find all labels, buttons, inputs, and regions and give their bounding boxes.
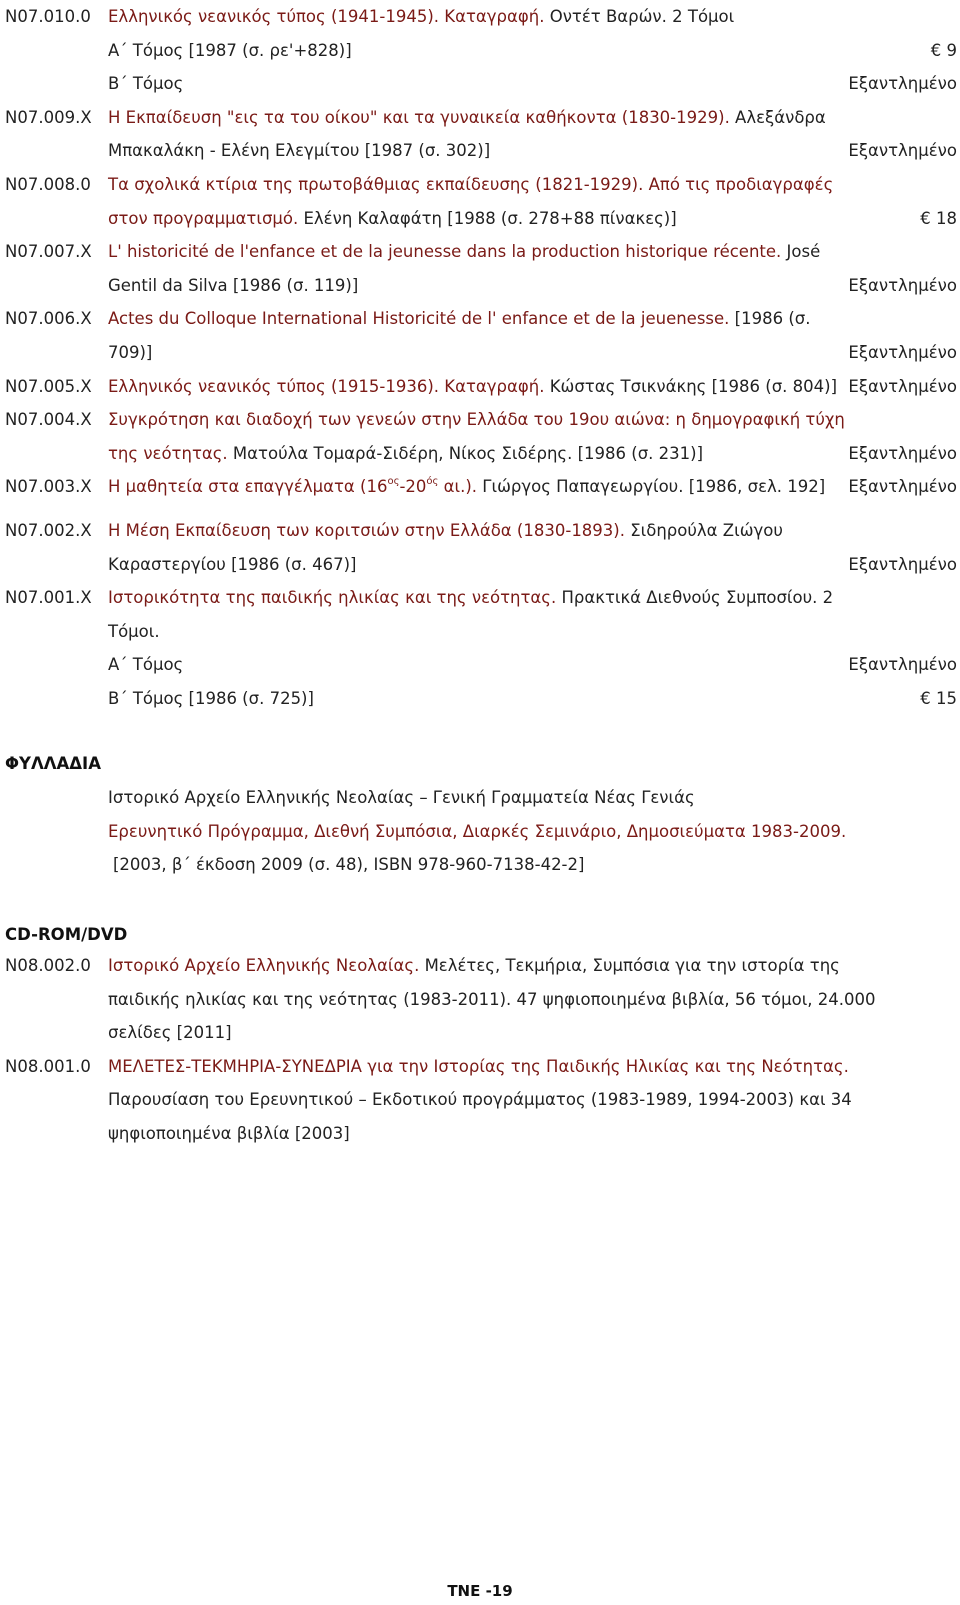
entry-text — [108, 202, 677, 236]
entry-details: Οντέτ Βαρών. 2 Τόμοι — [544, 7, 735, 26]
fylladia-line-2 — [108, 815, 958, 849]
entry-text — [108, 514, 783, 548]
entry-text — [108, 949, 840, 983]
entry-availability: Εξαντλημένο — [848, 554, 957, 574]
entry-text — [108, 548, 357, 582]
entry-text — [108, 235, 820, 269]
entry-availability: € 15 — [920, 689, 957, 708]
entry-code: N07.010.0 — [5, 7, 91, 26]
entry-text — [108, 1117, 350, 1151]
entry-text — [108, 437, 703, 471]
entry-details: Β΄ Τόμος — [108, 74, 184, 94]
catalog-entry-continuation-line — [5, 548, 957, 582]
catalog-entry-continuation-line — [5, 269, 957, 303]
entry-code: N07.006.Χ — [5, 309, 92, 329]
entry-text — [108, 403, 845, 437]
entry-author: Γιώργος Παπαγεωργίου. [1986, σελ. 192] — [477, 477, 826, 497]
entry-details: 709)] — [108, 343, 153, 362]
entry-text — [108, 682, 314, 716]
fylladia-title: Ερευνητικό Πρόγραμμα, Διεθνή Συμπόσια, Διαρκές Σεμινάριο, Δημοσιεύματα 1983-2009. — [108, 822, 847, 841]
catalog-entry-continuation-line — [5, 34, 957, 68]
entry-details: Ματούλα Τομαρά-Σιδέρη, Νίκος Σιδέρης. [1986 (σ. 231)] — [227, 443, 704, 463]
catalog-entry-first-line — [5, 949, 957, 983]
entry-details: Αλεξάνδρα — [729, 107, 826, 127]
entry-title: ΜΕΛΕΤΕΣ-ΤΕΚΜΗΡΙΑ-ΣΥΝΕΔΡΙΑ για την Ιστορίας της Παιδικής Ηλικίας και της Νεότητας. — [108, 1056, 849, 1076]
ordinal-suffix-2: ός — [426, 475, 439, 487]
entry-text — [108, 34, 352, 68]
entry-text — [108, 269, 358, 303]
catalog-entry-continuation-line — [5, 648, 957, 682]
entry-availability: Εξαντλημένο — [848, 376, 957, 396]
catalog-entry-first-line — [5, 370, 957, 404]
entry-details: Καραστεργίου [1986 (σ. 467)] — [108, 554, 357, 574]
entry-text — [108, 615, 160, 649]
catalog-entry-continuation-line — [5, 1016, 957, 1050]
entry-details: Β΄ Τόμος [1986 (σ. 725)] — [108, 689, 314, 708]
entry-title: Τα σχολικά κτίρια της πρωτοβάθμιας εκπαίδευσης (1821-1929). Από τις προδιαγραφές — [108, 175, 834, 194]
catalog-entry-continuation-line — [5, 336, 957, 370]
entry-availability: Εξαντλημένο — [848, 477, 957, 497]
entry-text — [108, 648, 183, 682]
entry-availability: Εξαντλημένο — [848, 74, 957, 94]
entry-title-end: αι.). — [438, 477, 478, 497]
catalog-entry-first-line — [5, 101, 957, 135]
entry-code: N08.001.0 — [5, 1056, 91, 1076]
entry-text — [108, 1083, 852, 1117]
entry-details: Μπακαλάκη - Ελένη Ελεγμίτου [1987 (σ. 302)] — [108, 141, 491, 161]
catalog-entry-n07-003 — [5, 470, 957, 504]
entry-code: N08.002.0 — [5, 956, 91, 975]
catalog-entry-first-line — [5, 514, 957, 548]
entry-details: Τόμοι. — [108, 621, 160, 641]
entry-text — [108, 0, 734, 34]
entry-code: N07.009.Χ — [5, 107, 92, 127]
entry-code: N07.008.0 — [5, 175, 91, 194]
catalog-entry-continuation-line — [5, 134, 957, 168]
entry-text — [108, 302, 810, 336]
entry-availability: € 18 — [920, 208, 957, 228]
entry-details: Πρακτικά Διεθνούς Συμποσίου. 2 — [556, 588, 834, 608]
entry-availability: Εξαντλημένο — [848, 443, 957, 463]
entry-title-mid: -20 — [399, 477, 427, 497]
entry-details: Α΄ Τόμος [1987 (σ. ρε'+828)] — [108, 40, 352, 60]
catalog-entry-first-line — [5, 1050, 957, 1084]
entry-title: Ελληνικός νεανικός τύπος (1915-1936). Καταγραφή. — [108, 376, 545, 396]
entry-title: Ιστορικότητα της παιδικής ηλικίας και της νεότητας. — [108, 588, 557, 608]
entry-title-start: Η μαθητεία στα επαγγέλματα (16 — [108, 477, 388, 497]
fylladia-edition: [2003, β΄ έκδοση 2009 (σ. 48), ISBN 978-960-7138-42-2] — [113, 855, 585, 874]
entry-details: Ελένη Καλαφάτη [1988 (σ. 278+88 πίνακες)] — [298, 208, 677, 228]
entry-details: Σιδηρούλα Ζιώγου — [625, 521, 783, 540]
catalog-entry-continuation-line — [5, 1083, 957, 1117]
entry-title: Ελληνικός νεανικός τύπος (1941-1945). Καταγραφή. — [108, 7, 545, 26]
ordinal-suffix-1: ος — [387, 475, 400, 487]
entry-title: Συγκρότηση και διαδοχή των γενεών στην Ελλάδα του 19ου αιώνα: η δημογραφική τύχη — [108, 410, 845, 430]
entry-availability: Εξαντλημένο — [848, 655, 957, 675]
entry-availability: € 9 — [930, 40, 957, 60]
catalog-entry-first-line — [5, 403, 957, 437]
entry-details: Κώστας Τσικνάκης [1986 (σ. 804)] — [544, 376, 838, 396]
fylladia-line-3 — [113, 848, 958, 882]
entry-title: Η Μέση Εκπαίδευση των κοριτσιών στην Ελλάδα (1830-1893). — [108, 521, 625, 540]
entry-text — [108, 101, 826, 135]
entry-code: N07.003.Χ — [5, 477, 92, 497]
entry-code: N07.001.Χ — [5, 588, 92, 608]
entry-code: N07.007.Χ — [5, 242, 92, 262]
entry-text — [108, 67, 183, 101]
section-heading-cdrom: CD-ROM/DVD — [5, 925, 128, 944]
entry-title: στον προγραμματισμό. — [108, 208, 299, 228]
catalog-entry-first-line — [5, 302, 957, 336]
page-footer: ΤΝΕ -19 — [447, 1582, 513, 1600]
entry-code: N07.005.Χ — [5, 376, 92, 396]
catalog-entry-continuation-line — [5, 983, 957, 1017]
entry-title: της νεότητας. — [108, 443, 228, 463]
catalog-entry-continuation-line — [5, 67, 957, 101]
entry-text — [108, 1050, 849, 1084]
catalog-entry-first-line — [5, 235, 957, 269]
entry-availability: Εξαντλημένο — [848, 343, 957, 362]
entry-details: παιδικής ηλικίας και της νεότητας (1983-2011). 47 ψηφιοποιημένα βιβλία, 56 τόμοι, 24.000 — [108, 989, 876, 1009]
entry-title: Actes du Colloque International Historicité de l' enfance et de la jeuenesse. — [108, 309, 730, 329]
entry-text — [108, 168, 833, 202]
fylladia-line-1 — [108, 781, 958, 815]
entry-details: σελίδες [2011] — [108, 1023, 232, 1043]
section-heading-fylladia: ΦΥΛΛΑΔΙΑ — [5, 754, 101, 773]
catalog-entry-continuation-line — [5, 202, 957, 236]
entry-availability: Εξαντλημένο — [848, 141, 957, 161]
entry-title: Η Εκπαίδευση "εις τα του οίκου" και τα γυναικεία καθήκοντα (1830-1929). — [108, 107, 730, 127]
entry-title: Ιστορικό Αρχείο Ελληνικής Νεολαίας. — [108, 956, 420, 975]
catalog-entry-continuation-line — [5, 615, 957, 649]
entry-text — [108, 370, 837, 404]
entry-details: [1986 (σ. — [729, 309, 811, 329]
entry-details: Α΄ Τόμος — [108, 655, 184, 675]
entry-code: N07.004.Χ — [5, 410, 92, 430]
fylladia-publisher: Ιστορικό Αρχείο Ελληνικής Νεολαίας – Γενική Γραμματεία Νέας Γενιάς — [108, 788, 695, 807]
catalog-entry-first-line — [5, 168, 957, 202]
entry-text — [108, 581, 833, 615]
catalog-entry-continuation-line — [5, 682, 957, 716]
entry-text — [108, 336, 152, 370]
catalog-entry-continuation-line — [5, 1117, 957, 1151]
entry-text — [108, 470, 825, 504]
entry-details: José — [781, 242, 821, 262]
entry-availability: Εξαντλημένο — [848, 275, 957, 295]
catalog-entry-first-line — [5, 0, 957, 34]
entry-details: ψηφιοποιημένα βιβλία [2003] — [108, 1124, 350, 1143]
entry-code: N07.002.Χ — [5, 521, 92, 540]
entry-details: Παρουσίαση του Ερευνητικού – Εκδοτικού προγράμματος (1983-1989, 1994-2003) και 34 — [108, 1090, 852, 1110]
entry-text — [108, 983, 876, 1017]
entry-text — [108, 134, 490, 168]
entry-details: Μελέτες, Τεκμήρια, Συμπόσια για την ιστορία της — [419, 956, 840, 975]
entry-title: L' historicité de l'enfance et de la jeunesse dans la production historique récente. — [108, 242, 782, 262]
entry-text — [108, 1016, 232, 1050]
entry-details: Gentil da Silva [1986 (σ. 119)] — [108, 275, 359, 295]
catalog-entry-continuation-line — [5, 437, 957, 471]
catalog-entry-first-line — [5, 581, 957, 615]
